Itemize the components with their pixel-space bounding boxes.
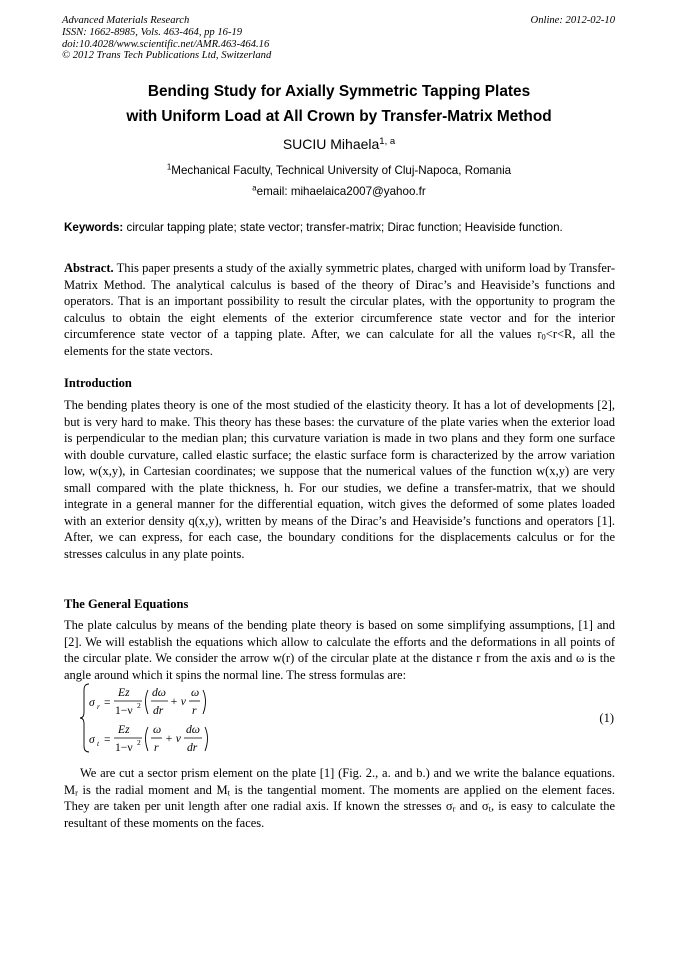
email-mark: a bbox=[252, 183, 257, 193]
para2-part-e: , is easy to calculate the resultant of these moments on the faces. bbox=[64, 799, 615, 830]
author-line bbox=[62, 136, 616, 152]
journal-name: Advanced Materials Research bbox=[62, 15, 190, 26]
denominator-power-1: 2 bbox=[137, 701, 141, 710]
keywords-label: Keywords: bbox=[64, 221, 124, 234]
r-2: r bbox=[154, 741, 159, 754]
keywords-text: circular tapping plate; state vector; transfer-matrix; Dirac function; Heaviside function. bbox=[126, 221, 563, 234]
affiliation bbox=[62, 164, 616, 177]
publication-info bbox=[62, 15, 271, 62]
equation-number: (1) bbox=[599, 711, 614, 725]
r-1: r bbox=[192, 704, 197, 717]
denominator-power-2: 2 bbox=[137, 738, 141, 747]
para2-sub-t: t bbox=[227, 787, 230, 798]
para2-part-d: and σ bbox=[455, 799, 489, 813]
abstract-text-end: <r<R, all the elements for the state vectors. bbox=[64, 327, 615, 358]
general-equations-text: The plate calculus by means of the bending plate theory is based on some simplifying assumptions, [1] and [2]. We will establish the equations which allow to calculate the efforts and the deformations in all points of the circular plate. We consider the arrow w(r) of the circular plate at the distance r from the axis and ω is the angle around which it spins the normal line. The stress formulas are: bbox=[64, 618, 615, 682]
keywords bbox=[64, 221, 616, 234]
title-line-1: Bending Study for Axially Symmetric Tapping Plates bbox=[147, 83, 531, 100]
abstract-sub: 0 bbox=[541, 331, 546, 342]
omega-2: ω bbox=[153, 723, 162, 736]
d-omega-1: dω bbox=[152, 686, 166, 699]
para2-part-c: is the tangential moment. The moments are applied on the element faces. They are taken per unit length after one radial axis. If known the stresses σ bbox=[64, 782, 615, 813]
paren-open-1 bbox=[146, 690, 149, 714]
affiliation-text: Mechanical Faculty, Technical University of Cluj-Napoca, Romania bbox=[171, 164, 512, 177]
numerator-1: Ez bbox=[118, 686, 130, 699]
equals-sign-1: = bbox=[104, 696, 111, 709]
affiliation-mark: 1 bbox=[166, 162, 172, 172]
plus-nu-1: + ν bbox=[170, 695, 186, 708]
d-omega-2: dω bbox=[186, 723, 200, 736]
equals-sign-2: = bbox=[104, 733, 111, 746]
introduction-heading: Introduction bbox=[64, 376, 132, 390]
abstract-text: This paper presents a study of the axially symmetric plates, charged with uniform load by Transfer-Matrix Method. The analytical calculus is based of the theory of Dirac’s and Heaviside’s functions and operators. That is an important possibility to result the circular plates, with the opportunity to program the calculus to obtain the eight elements of the exterior circumference state vector and for the interior circumference state vector of a tapping plate. After, we can calculate for all the values r bbox=[64, 261, 615, 341]
dr-2: dr bbox=[187, 741, 198, 754]
balance-equations-text bbox=[64, 765, 615, 831]
denominator-2: 1−ν bbox=[115, 741, 133, 754]
author-marks: 1, a bbox=[379, 135, 396, 147]
para2-sub-r: r bbox=[75, 787, 78, 798]
para2-sub-r2: r bbox=[452, 803, 456, 814]
denominator-1: 1−ν bbox=[115, 704, 133, 717]
paren-close-2 bbox=[205, 727, 208, 751]
email-text: email: mihaelaica2007@yahoo.fr bbox=[256, 185, 426, 198]
omega-1: ω bbox=[191, 686, 200, 699]
sigma-t-symbol: σ bbox=[89, 733, 95, 746]
general-equations-heading: The General Equations bbox=[64, 597, 189, 611]
para2-part-a: We are cut a sector prism element on the plate [1] (Fig. 2., a. and b.) and we write the balance equations. M bbox=[64, 766, 615, 797]
sigma-r-symbol: σ bbox=[89, 696, 95, 709]
abstract bbox=[64, 260, 615, 359]
plus-nu-2: + ν bbox=[165, 732, 181, 745]
stress-equation-svg bbox=[82, 681, 232, 755]
email-line bbox=[62, 185, 616, 198]
paren-close-1 bbox=[203, 690, 206, 714]
copyright-line: © 2012 Trans Tech Publications Ltd, Switzerland bbox=[62, 50, 272, 62]
issn-line: ISSN: 1662-8985, Vols. 463-464, pp 16-19 bbox=[62, 26, 243, 38]
para2-part-b: is the radial moment and M bbox=[77, 782, 228, 797]
paren-open-2 bbox=[146, 727, 149, 751]
dr-1: dr bbox=[153, 704, 164, 717]
sigma-r-subscript: r bbox=[97, 702, 100, 711]
doi-line: doi:10.4028/www.scientific.net/AMR.463-464.16 bbox=[62, 38, 270, 50]
title-line-2: with Uniform Load at All Crown by Transfer-Matrix Method bbox=[126, 108, 552, 125]
numerator-2: Ez bbox=[118, 723, 130, 736]
stress-equation bbox=[82, 681, 232, 755]
system-brace bbox=[80, 684, 89, 752]
online-date: Online: 2012-02-10 bbox=[530, 15, 615, 26]
introduction-text: The bending plates theory is one of the most studied of the elasticity theory. It has a lot of developments [2], but is very hard to make. This theory has these bases: the curvature of the plate varies when the exterior load is perpendicular to the median plan; this curvature variation is made in two plans and they form one surface with double curvature, called elastic surface; the elastic surface form is characterized by the arrow variation low, w(x,y), in Cartesian coordinates; we suppose that the numerical values of the function w(x,y) are very small compared with the plate thickness, h. For our studies, we define a transfer-matrix, that we should integrate in a general manner for the differential equation, witch gives the deformed of some plates loaded with an exterior density q(x,y), written by means of the Dirac’s and Heaviside’s functions and operators [1]. After, we can express, for each case, the boundary conditions for the displacements calculus or for the stresses calculus in any plate points. bbox=[64, 398, 615, 561]
paper-title bbox=[62, 79, 616, 129]
author-name: SUCIU Mihaela bbox=[282, 136, 380, 152]
abstract-label: Abstract. bbox=[64, 261, 114, 275]
sigma-t-subscript: t bbox=[97, 739, 100, 748]
para2-sub-t2: t bbox=[488, 803, 491, 814]
